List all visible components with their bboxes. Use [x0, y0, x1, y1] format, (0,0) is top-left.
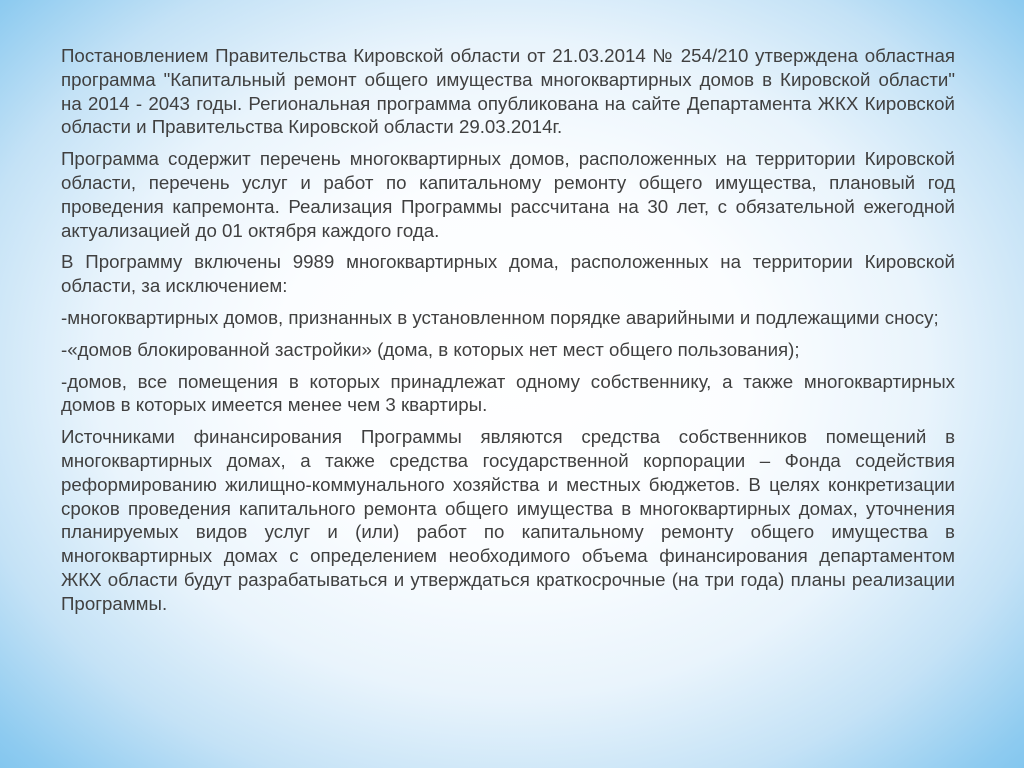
exclusion-item-blocked: -«домов блокированной застройки» (дома, в которых нет мест общего пользования);: [61, 338, 800, 360]
exclusion-item-emergency: -многоквартирных домов, признанных в установленном порядке аварийными и подлежащими сносу;: [61, 306, 939, 328]
slide-body: [61, 44, 955, 624]
paragraph-resolution: Постановлением Правительства Кировской области от 21.03.2014 № 254/210 утверждена областная программа "Капитальный ремонт общего имущества многоквартирных домов в Кировской области" на 2014 - 2043 годы. Региональная программа опубликована на сайте Департамента ЖКХ Кировской области и Правительства Кировской области 29.03.2014г.: [61, 45, 955, 138]
paragraph-financing: Источниками финансирования Программы являются средства собственников помещений в многоквартирных домах, а также средства государственной корпорации – Фонда содействия реформированию жилищно-коммунального хозяйства и местных бюджетов. В целях конкретизации сроков проведения капитального ремонта общего имущества в многоквартирных домах, уточнения планируемых видов услуг и (или) работ по капитальному ремонту общего имущества в многоквартирных домах с определением необходимого объема финансирования департаментом ЖКХ области будут разрабатываться и утверждаться краткосрочные (на три года) планы реализации Программы.: [61, 426, 955, 614]
exclusion-item-single-owner: -домов, все помещения в которых принадлежат одному собственнику, а также многоквартирных домов в которых имеется менее чем 3 квартиры.: [61, 370, 955, 416]
paragraph-included-houses: В Программу включены 9989 многоквартирных дома, расположенных на территории Кировской области, за исключением:: [61, 251, 955, 297]
paragraph-program-contents: Программа содержит перечень многоквартирных домов, расположенных на территории Кировской области, перечень услуг и работ по капитальному ремонту общего имущества, плановый год проведения капремонта. Реализация Программы рассчитана на 30 лет, с обязательной ежегодной актуализацией до 01 октября каждого года.: [61, 148, 955, 241]
